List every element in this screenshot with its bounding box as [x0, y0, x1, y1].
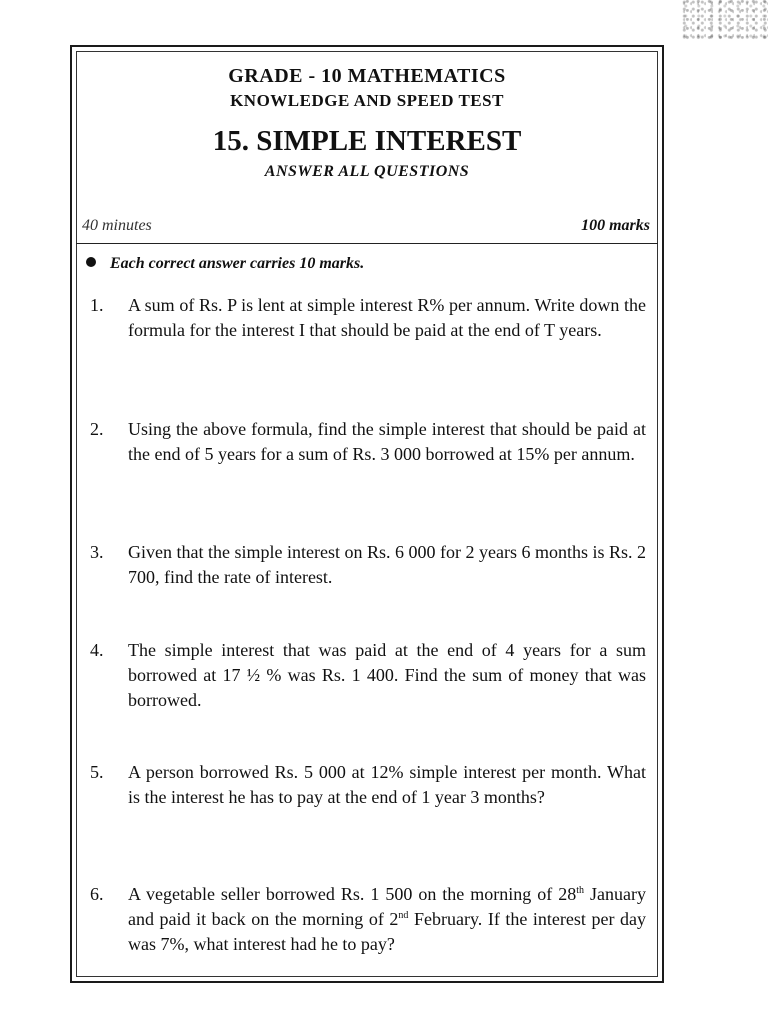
q6-text-b: January and paid it back on the morning of 2 [128, 884, 646, 929]
question-number: 6. [90, 884, 104, 904]
instruction [86, 252, 364, 276]
instruction-text: Each correct answer carries 10 marks. [110, 255, 365, 272]
question-1 [90, 293, 646, 343]
page-title: 15. SIMPLE INTEREST [212, 125, 522, 157]
page-inner-border [76, 51, 658, 977]
time-limit: 40 minutes [82, 217, 152, 234]
question-number: 5. [90, 762, 104, 782]
question-2 [90, 417, 646, 467]
question-5 [90, 760, 646, 810]
question-text: A person borrowed Rs. 5 000 at 12% simple interest per month. What is the interest he has to pay at the end of 1 year 3 months? [128, 762, 646, 807]
total-marks: 100 marks [581, 217, 650, 234]
question-text: The simple interest that was paid at the end of 4 years for a sum borrowed at 17 ½ % was Rs. 1 400. Find the sum of money that was borrowed. [128, 640, 646, 710]
scan-speckle [678, 0, 768, 40]
bullet-icon [86, 257, 96, 267]
test-heading: KNOWLEDGE AND SPEED TEST [230, 91, 504, 110]
q6-text-c: February. If the interest per day was 7%, what interest had he to pay? [128, 909, 646, 954]
question-number: 4. [90, 640, 104, 660]
question-number: 1. [90, 295, 104, 315]
page-border [70, 45, 664, 983]
grade-heading: GRADE - 10 MATHEMATICS [228, 65, 506, 87]
question-text: Given that the simple interest on Rs. 6 000 for 2 years 6 months is Rs. 2 700, find the rate of interest. [128, 542, 646, 587]
question-number: 2. [90, 419, 104, 439]
question-number: 3. [90, 542, 104, 562]
meta-divider [76, 243, 658, 244]
answer-all-heading: ANSWER ALL QUESTIONS [264, 163, 470, 180]
q6-ordinal-nd: nd [398, 910, 409, 921]
question-text: A sum of Rs. P is lent at simple interest R% per annum. Write down the formula for the interest I that should be paid at the end of T years. [128, 295, 646, 340]
question-6 [90, 882, 646, 957]
question-4 [90, 638, 646, 713]
q6-text-a: A vegetable seller borrowed Rs. 1 500 on the morning of 28 [128, 884, 577, 904]
question-3 [90, 540, 646, 590]
question-text: Using the above formula, find the simple interest that should be paid at the end of 5 years for a sum of Rs. 3 000 borrowed at 15% per annum. [128, 419, 646, 464]
header [72, 63, 662, 184]
meta-row [82, 217, 650, 241]
q6-ordinal-th: th [576, 885, 585, 896]
question-text [128, 882, 646, 957]
